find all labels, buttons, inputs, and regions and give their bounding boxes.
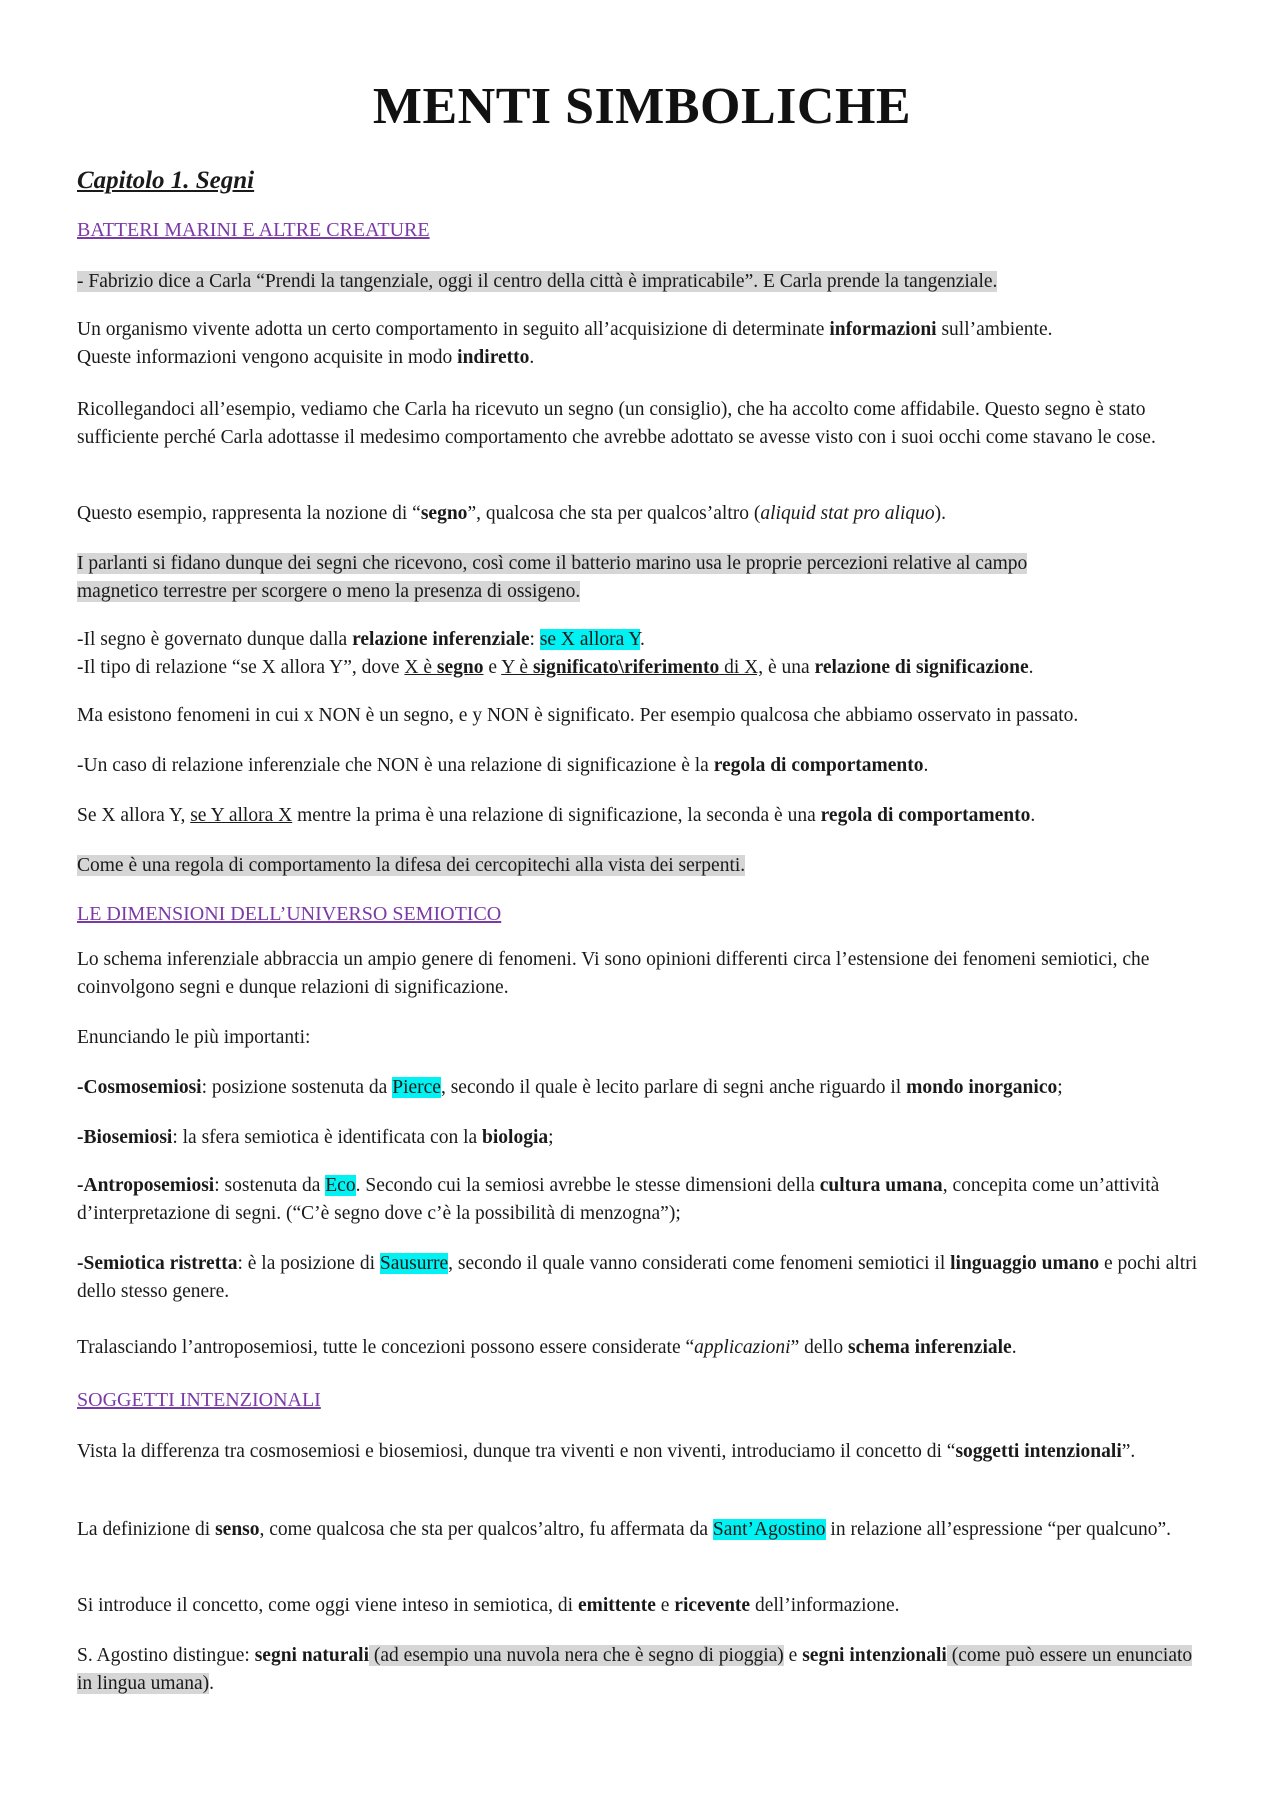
paragraph-cercopitechi xyxy=(77,852,1207,880)
cyan-highlight: Sant’Agostino xyxy=(712,1519,826,1540)
cyan-highlight: Eco xyxy=(325,1175,356,1196)
section-heading-dimensioni: LE DIMENSIONI DELL’UNIVERSO SEMIOTICO xyxy=(77,903,502,925)
paragraph-organismo: Un organismo vivente adotta un certo comportamento in seguito all’acquisizione di determinate informazioni sull’ambiente. Queste informazioni vengono acquisite in modo indiretto. xyxy=(77,319,1053,368)
paragraph-emittente: Si introduce il concetto, come oggi viene inteso in semiotica, di emittente e ricevente dell’informazione. xyxy=(77,1595,900,1616)
highlighted-text: (come può essere un enunciato in lingua umana) xyxy=(77,1645,1193,1694)
paragraph-vista-differenza: Vista la differenza tra cosmosemiosi e biosemiosi, dunque tra viventi e non viventi, introduciamo il concetto di “soggetti intenzionali”. xyxy=(77,1441,1136,1462)
paragraph-antroposemiosi: -Antroposemiosi: sostenuta da Eco. Secondo cui la semiosi avrebbe le stesse dimensioni della cultura umana, concepita come un’attività d’interpretazione di segni. (“C’è segno dove c’è la possibilità di menzogna”); xyxy=(77,1175,1160,1224)
paragraph-schema: Lo schema inferenziale abbraccia un ampio genere di fenomeni. Vi sono opinioni differenti circa l’estensione dei fenomeni semiotici, che coinvolgono segni e dunque relazioni di significazione. xyxy=(77,949,1150,998)
paragraph-example xyxy=(77,268,1207,296)
paragraph-fenomeni: Ma esistono fenomeni in cui x NON è un segno, e y NON è significato. Per esempio qualcosa che abbiamo osservato in passato. xyxy=(77,705,1079,726)
paragraph-nozione-segno: Questo esempio, rappresenta la nozione di “segno”, qualcosa che sta per qualcos’altro (aliquid stat pro aliquo). xyxy=(77,503,946,524)
highlighted-text: magnetico terrestre per scorgere o meno la presenza di ossigeno. xyxy=(77,581,581,602)
section-heading-batteri: BATTERI MARINI E ALTRE CREATURE xyxy=(77,219,430,241)
paragraph-se-x-allora-y: Se X allora Y, se Y allora X mentre la prima è una relazione di significazione, la seconda è una regola di comportamento. xyxy=(77,805,1036,826)
paragraph-enunciando: Enunciando le più importanti: xyxy=(77,1027,311,1048)
paragraph-ricollegandoci: Ricollegandoci all’esempio, vediamo che Carla ha ricevuto un segno (un consiglio), che ha accolto come affidabile. Questo segno è stato sufficiente perché Carla adottasse il medesimo comportamento che avrebbe adottato se avesse visto con i suoi occhi come stavano le cose. xyxy=(77,399,1156,448)
paragraph-cosmosemiosi: -Cosmosemiosi: posizione sostenuta da Pierce, secondo il quale è lecito parlare di segni anche riguardo il mondo inorganico; xyxy=(77,1077,1063,1098)
paragraph-agostino: S. Agostino distingue: segni naturali (ad esempio una nuvola nera che è segno di pioggia) e segni intenzionali (come può essere un enunciato in lingua umana). xyxy=(77,1645,1193,1694)
highlighted-text: I parlanti si fidano dunque dei segni che ricevono, così come il batterio marino usa le proprie percezioni relative al campo xyxy=(77,553,1028,574)
paragraph-tralasciando: Tralasciando l’antroposemiosi, tutte le concezioni possono essere considerate “applicazioni” dello schema inferenziale. xyxy=(77,1337,1017,1358)
paragraph-parlanti xyxy=(77,550,1207,606)
paragraph-caso: -Un caso di relazione inferenziale che NON è una relazione di significazione è la regola di comportamento. xyxy=(77,755,929,776)
cyan-highlight: Pierce xyxy=(392,1077,441,1098)
cyan-highlight: se X allora Y xyxy=(539,629,640,650)
page-title: MENTI SIMBOLICHE xyxy=(372,78,912,135)
highlighted-text: (ad esempio una nuvola nera che è segno di pioggia) xyxy=(369,1645,784,1666)
paragraph-relazione-inferenziale: -Il segno è governato dunque dalla relazione inferenziale: se X allora Y. -Il tipo di relazione “se X allora Y”, dove X è segno e Y è significato\riferimento di X, è una relazione di significazione. xyxy=(77,629,1034,678)
chapter-heading: Capitolo 1. Segni xyxy=(77,167,255,194)
paragraph-semiotica-ristretta: -Semiotica ristretta: è la posizione di Sausurre, secondo il quale vanno considerati come fenomeni semiotici il linguaggio umano e pochi altri dello stesso genere. xyxy=(77,1253,1198,1302)
highlighted-text: - Fabrizio dice a Carla “Prendi la tangenziale, oggi il centro della città è impraticabile”. E Carla prende la tangenziale. xyxy=(77,271,998,292)
highlighted-text: Come è una regola di comportamento la difesa dei cercopitechi alla vista dei serpenti. xyxy=(77,855,746,876)
paragraph-definizione-senso: La definizione di senso, come qualcosa che sta per qualcos’altro, fu affermata da Sant’Agostino in relazione all’espressione “per qualcuno”. xyxy=(77,1519,1171,1540)
cyan-highlight: Sausurre xyxy=(379,1253,449,1274)
section-heading-soggetti: SOGGETTI INTENZIONALI xyxy=(77,1389,321,1411)
paragraph-biosemiosi: -Biosemiosi: la sfera semiotica è identificata con la biologia; xyxy=(77,1127,554,1148)
